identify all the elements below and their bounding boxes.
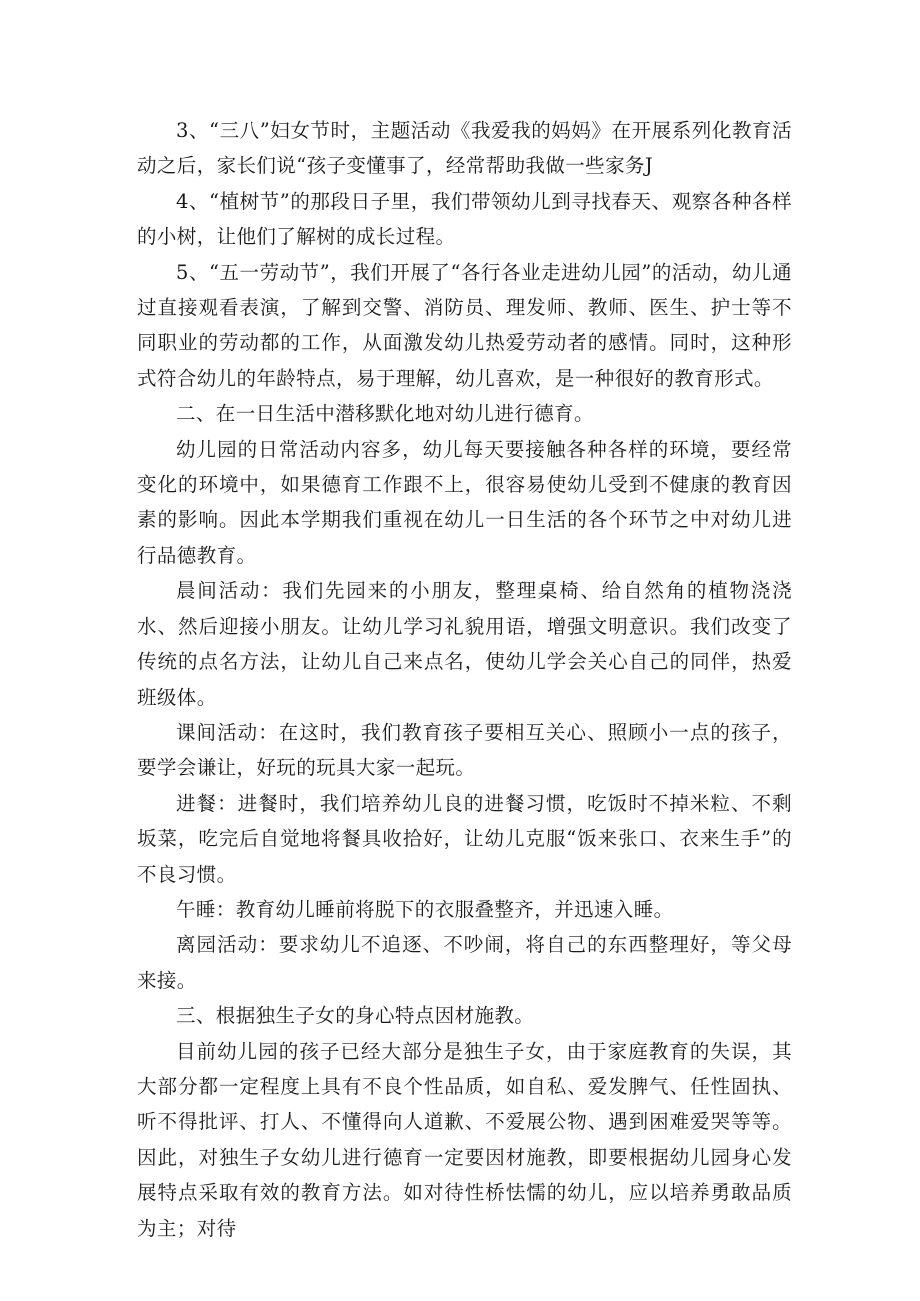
paragraph-item-4-arbor-day: 4、“植树节”的那段日子里，我们带领幼儿到寻找春天、观察各种各样的小树，让他们了解树的成长过程。 [137,189,792,249]
paragraph-item-5-labor-day: 5、“五一劳动节”，我们开展了“各行各业走进幼儿园”的活动，幼儿通过直接观看表演，了解到交警、消防员、理发师、教师、医生、护士等不同职业的劳动都的工作，从面激发幼儿热爱劳动者的感情。同时，这种形式符合幼儿的年龄特点，易于理解，幼儿喜欢，是一种很好的教育形式。 [137,260,792,390]
paragraph-item-3-womens-day: 3、“三八”妇女节时，主题活动《我爱我的妈妈》在开展系列化教育活动之后，家长们说“孩子变懂事了，经常帮助我做一些家务J [137,119,792,178]
section-heading-2: 二、在一日生活中潜移默化地对幼儿进行德育。 [176,402,594,426]
paragraph-only-children: 目前幼儿园的孩子已经大部分是独生子女，由于家庭教育的失误，其大部分都一定程度上具有不良个性品质，如自私、爱发脾气、任性固执、听不得批评、打人、不懂得向人道歉、不爱展公物、遇到困难爱哭等等。因此，对独生子女幼儿进行德育一定要因材施教，即要根据幼儿园身心发展特点采取有效的教育方法。如对待性桥怯懦的幼儿，应以培养勇敢品质为主；对待 [137,1039,792,1240]
section-heading-3: 三、根据独生子女的身心特点因材施教。 [176,1004,535,1028]
paragraph-nap: 午睡：教育幼儿睡前将脱下的衣服叠整齐，并迅速入睡。 [176,897,674,921]
paragraph-morning-activity: 晨间活动：我们先园来的小朋友，整理桌椅、给自然角的植物浇浇水、然后迎接小朋友。让幼儿学习礼貌用语，增强文明意识。我们改变了传统的点名方法，让幼儿自己来点名，使幼儿学会关心自己的同伴，热爱班级体。 [137,579,792,709]
paragraph-daily-life-intro: 幼儿园的日常活动内容多，幼儿每天要接触各种各样的环境，要经常变化的环境中，如果德育工作跟不上，很容易使幼儿受到不健康的教育因素的影响。因此本学期我们重视在幼儿一日生活的各个环节之中对幼儿进行品德教育。 [137,437,792,567]
paragraph-leaving: 离园活动：要求幼儿不追逐、不吵闹，将自己的东西整理好，等父母来接。 [137,933,792,992]
paragraph-meal: 进餐：进餐时，我们培养幼儿良的进餐习惯，吃饭时不掉米粒、不剩坂菜，吃完后自觉地将餐具收拾好，让幼儿克服“饭来张口、衣来生手”的不良习惯。 [137,791,792,886]
document-body [137,113,792,1246]
paragraph-break-activity: 课间活动：在这时，我们教育孩子要相互关心、照顾小一点的孩子，要学会谦让，好玩的玩具大家一起玩。 [137,720,792,780]
